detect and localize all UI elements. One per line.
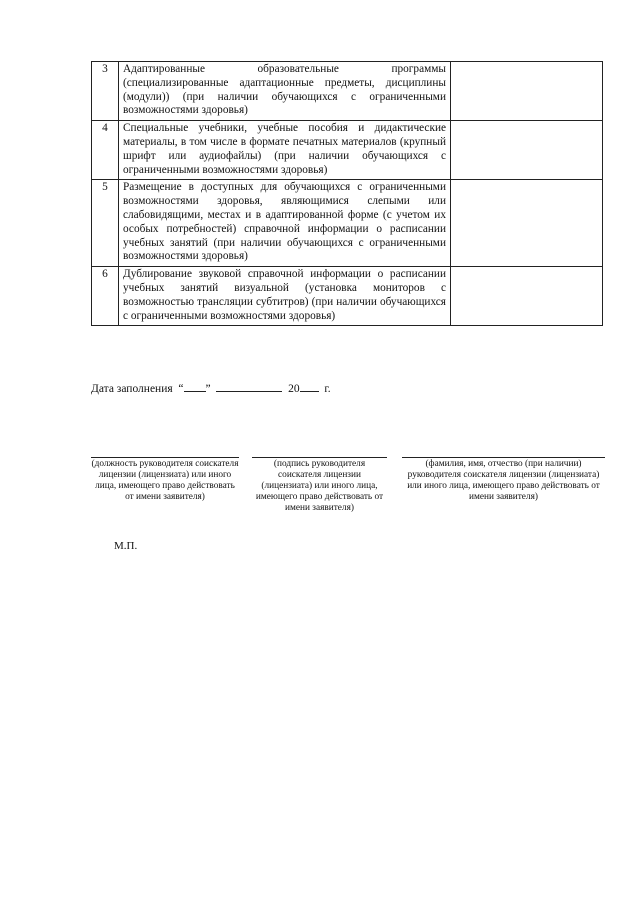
close-quote: ” <box>205 383 211 395</box>
table-row <box>92 267 603 326</box>
row-number: 3 <box>92 62 119 121</box>
stamp-label: М.П. <box>114 540 138 552</box>
row-value-cell[interactable] <box>451 62 603 121</box>
table-row <box>92 180 603 267</box>
row-value-cell[interactable] <box>451 121 603 180</box>
full-name-signature-line[interactable] <box>402 457 605 503</box>
requirements-table <box>91 61 603 326</box>
position-signature-line[interactable] <box>91 457 239 503</box>
signature-caption: (подпись руководителя соискателя лицензии (лицензиата) или иного лица, имеющего право действовать от имени заявителя) <box>255 459 384 513</box>
row-description: Специальные учебники, учебные пособия и дидактические материалы, в том числе в формате печатных материалов (крупный шрифт или аудиофайлы) (при наличии обучающихся с ограниченными возможностями здоровья) <box>119 121 451 180</box>
table-row <box>92 62 603 121</box>
row-number: 4 <box>92 121 119 180</box>
row-number: 6 <box>92 267 119 326</box>
row-number: 5 <box>92 180 119 267</box>
table-row <box>92 121 603 180</box>
year-suffix: г. <box>324 383 331 395</box>
full-name-caption: (фамилия, имя, отчество (при наличии) руководителя соискателя лицензии (лицензиата) или иного лица, имеющего право действовать от имени заявителя) <box>407 459 600 502</box>
year-prefix: 20 <box>288 383 300 395</box>
fill-date-line <box>91 380 331 396</box>
position-caption: (должность руководителя соискателя лицензии (лицензиата) или иного лица, имеющего право действовать от имени заявителя) <box>91 459 239 502</box>
row-description: Размещение в доступных для обучающихся с ограниченными возможностями здоровья, являющимися слепыми или слабовидящими, местах и в адаптированной форме (с учетом их особых потребностей) справочной информации о расписании учебных занятий (при наличии обучающихся с ограниченными возможностями здоровья) <box>119 180 451 267</box>
row-value-cell[interactable] <box>451 267 603 326</box>
signature-line[interactable] <box>252 457 387 514</box>
fill-date-label: Дата заполнения <box>91 383 173 395</box>
year-blank[interactable] <box>300 380 319 392</box>
month-blank[interactable] <box>216 380 282 392</box>
row-value-cell[interactable] <box>451 180 603 267</box>
open-quote: “ <box>178 383 184 395</box>
day-blank[interactable] <box>184 380 206 392</box>
row-description: Адаптированные образовательные программы (специализированные адаптационные предметы, дисциплины (модули)) (при наличии обучающихся с ограниченными возможностями здоровья) <box>119 62 451 121</box>
row-description: Дублирование звуковой справочной информации о расписании учебных занятий визуальной (установка мониторов с возможностью трансляции субтитров) (при наличии обучающихся с ограниченными возможностями здоровья) <box>119 267 451 326</box>
